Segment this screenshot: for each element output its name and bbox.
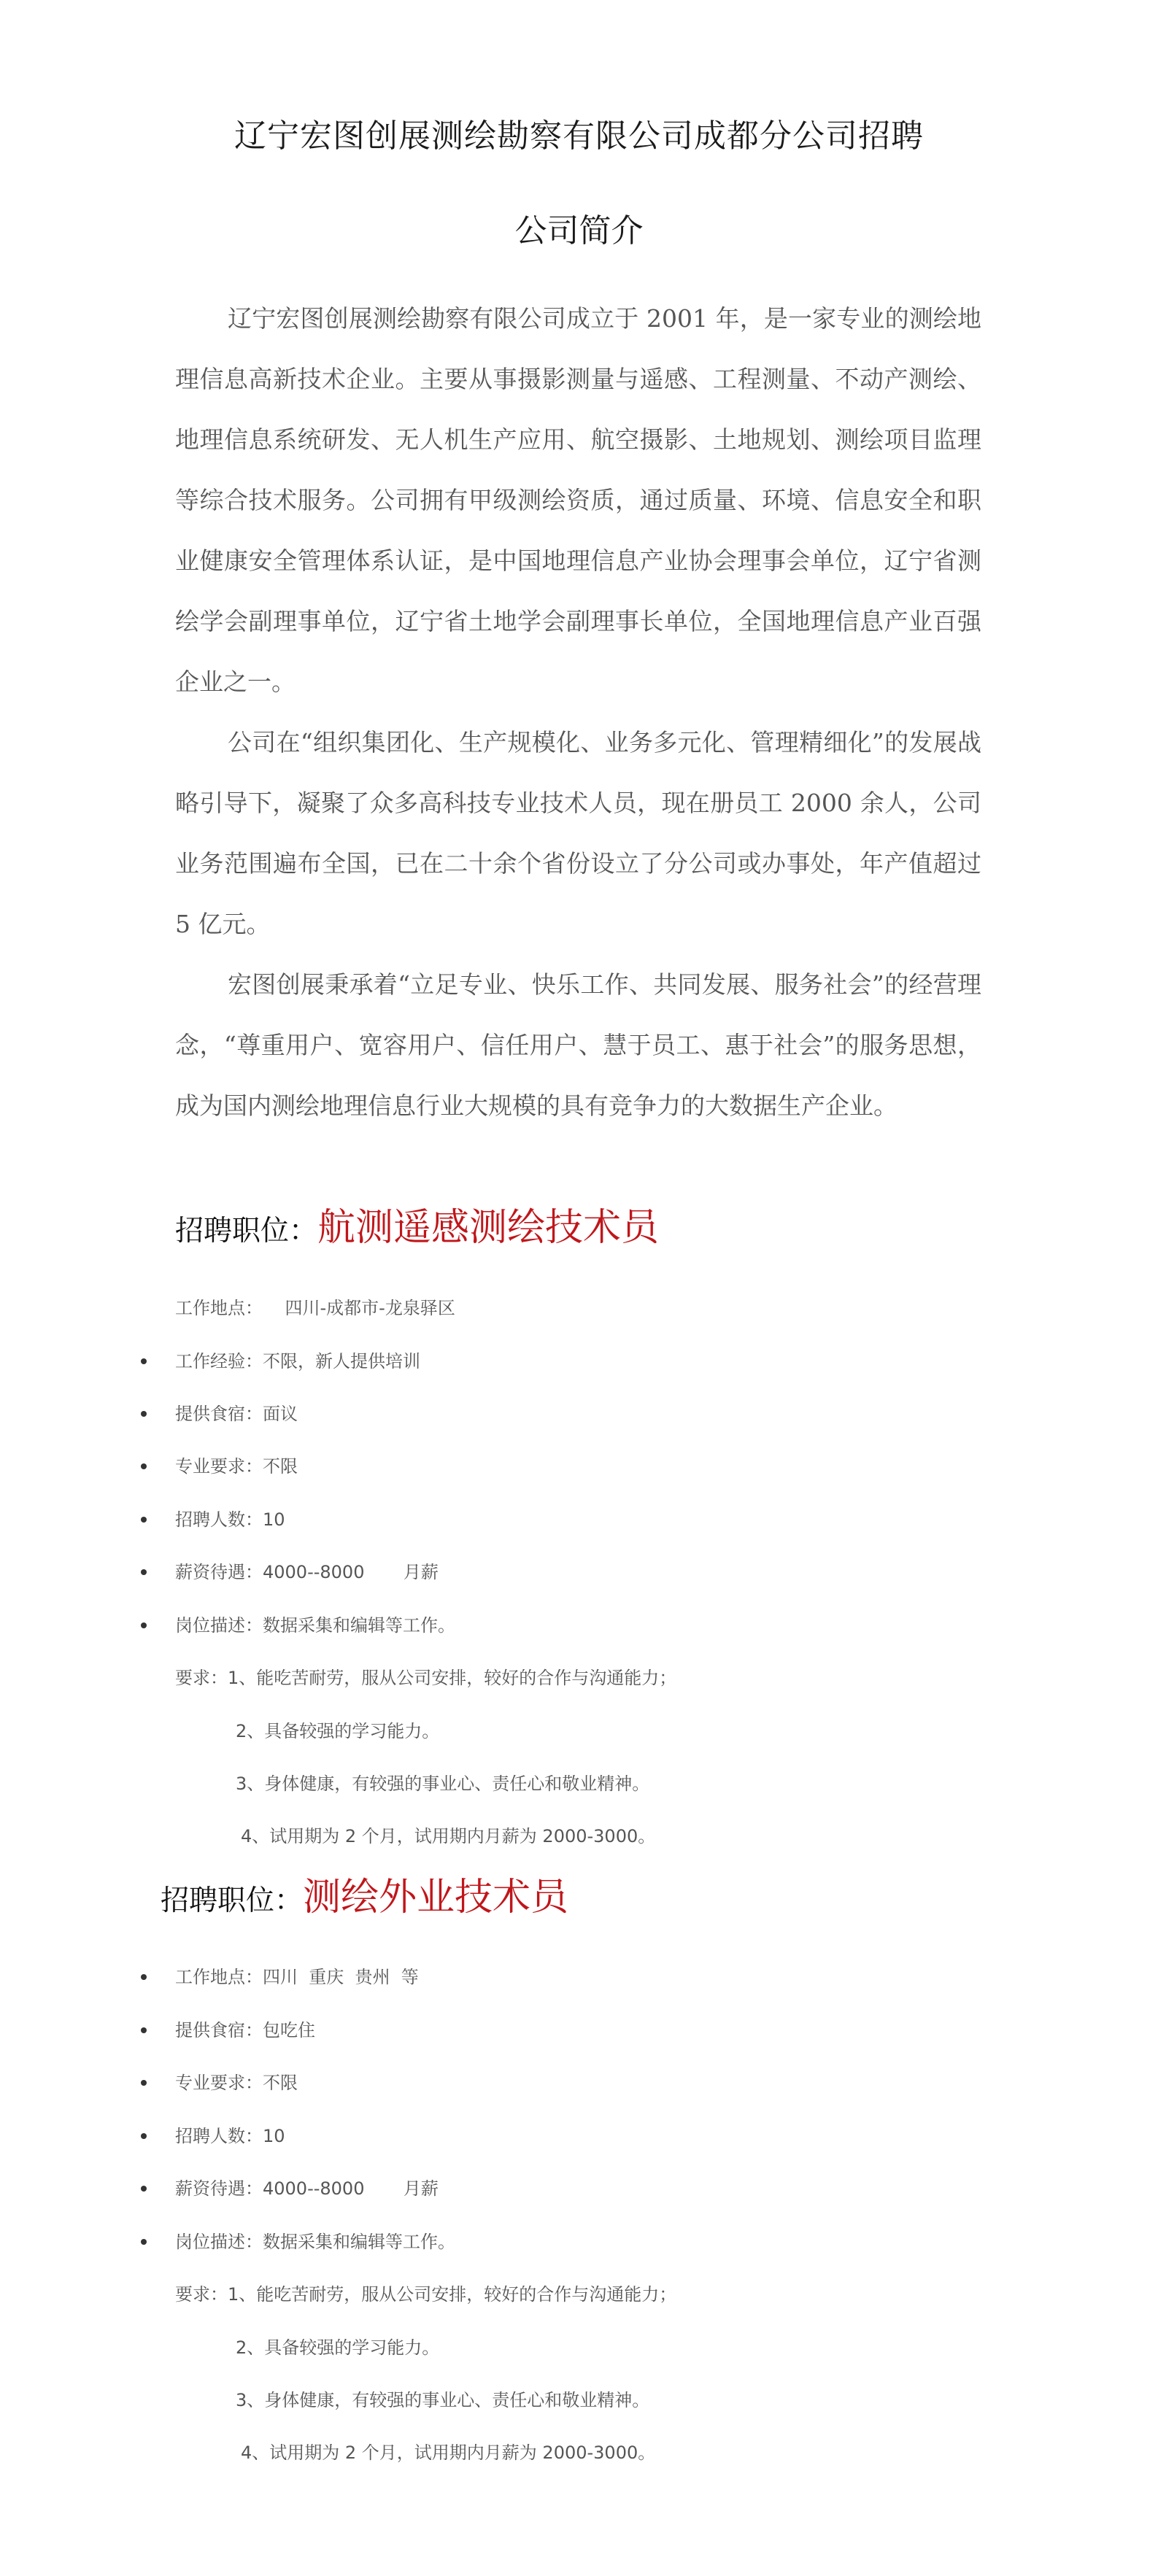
job-1-title: 航测遥感测绘技术员 [317, 1206, 660, 1250]
job-2-major: 专业要求：不限 [175, 2073, 298, 2093]
job-2-headcount: 招聘人数：10 [175, 2126, 285, 2146]
document-title: 辽宁宏图创展测绘勘察有限公司成都分公司招聘 [234, 117, 924, 155]
job-1-lodging: 提供食宿：面议 [175, 1404, 298, 1424]
job-2-location: 工作地点：四川 重庆 贵州 等 [175, 1967, 419, 1987]
job-2-lodging: 提供食宿：包吃住 [175, 2020, 315, 2041]
job-2-label: 招聘职位： [161, 1884, 304, 1917]
job-1-requirement-1: 要求：1、能吃苦耐劳，服从公司安排，较好的合作与沟通能力； [175, 1668, 677, 1688]
job-2-salary: 薪资待遇：4000--8000 月薪 [175, 2178, 439, 2199]
job-2-heading [161, 1866, 568, 1921]
job-1-location: 工作地点： 四川-成都市-龙泉驿区 [175, 1298, 455, 1318]
job-2-requirement-1: 要求：1、能吃苦耐劳，服从公司安排，较好的合作与沟通能力； [175, 2284, 677, 2305]
job-2-title: 测绘外业技术员 [303, 1876, 569, 1919]
job-2-requirement-3: 3、身体健康，有较强的事业心、责任心和敬业精神。 [236, 2390, 650, 2410]
job-1-requirement-2: 2、具备较强的学习能力。 [236, 1721, 440, 1741]
job-1-requirement-3: 3、身体健康，有较强的事业心、责任心和敬业精神。 [236, 1774, 650, 1794]
job-2-requirement-2: 2、具备较强的学习能力。 [236, 2337, 440, 2358]
job-1-experience: 工作经验：不限，新人提供培训 [175, 1351, 420, 1372]
section-title-company-intro: 公司简介 [514, 212, 644, 250]
job-2-requirement-4: 4、试用期为 2 个月，试用期内月薪为 2000-3000。 [241, 2442, 656, 2463]
job-1-heading [175, 1196, 659, 1251]
intro-paragraph-3: 宏图创展秉承着“立足专业、快乐工作、共同发展、服务社会”的经营理念，“尊重用户、宽容用户、信任用户、慧于员工、惠于社会”的服务思想，成为国内测绘地理信息行业大规模的具有竞争力的大数据生产企业。 [175, 970, 981, 1120]
intro-paragraph-2: 公司在“组织集团化、生产规模化、业务多元化、管理精细化”的发展战略引导下，凝聚了众多高科技专业技术人员，现在册员工 2000 余人，公司业务范围遍布全国，已在二十余个省份设立了分公司或办事处，年产值超过 5 亿元。 [175, 728, 981, 938]
job-1-headcount: 招聘人数：10 [175, 1509, 285, 1530]
intro-paragraph-1: 辽宁宏图创展测绘勘察有限公司成立于 2001 年，是一家专业的测绘地理信息高新技术企业。主要从事摄影测量与遥感、工程测量、不动产测绘、地理信息系统研发、无人机生产应用、航空摄影、土地规划、测绘项目监理等综合技术服务。公司拥有甲级测绘资质，通过质量、环境、信息安全和职业健康安全管理体系认证，是中国地理信息产业协会理事会单位，辽宁省测绘学会副理事单位，辽宁省土地学会副理事长单位，全国地理信息产业百强企业之一。 [175, 304, 981, 696]
job-1-description: 岗位描述：数据采集和编辑等工作。 [175, 1615, 455, 1636]
job-2-description: 岗位描述：数据采集和编辑等工作。 [175, 2232, 455, 2252]
job-1-salary: 薪资待遇：4000--8000 月薪 [175, 1562, 439, 1582]
job-1-label: 招聘职位： [175, 1215, 318, 1248]
job-1-requirement-4: 4、试用期为 2 个月，试用期内月薪为 2000-3000。 [241, 1826, 656, 1846]
job-1-major: 专业要求：不限 [175, 1456, 298, 1477]
